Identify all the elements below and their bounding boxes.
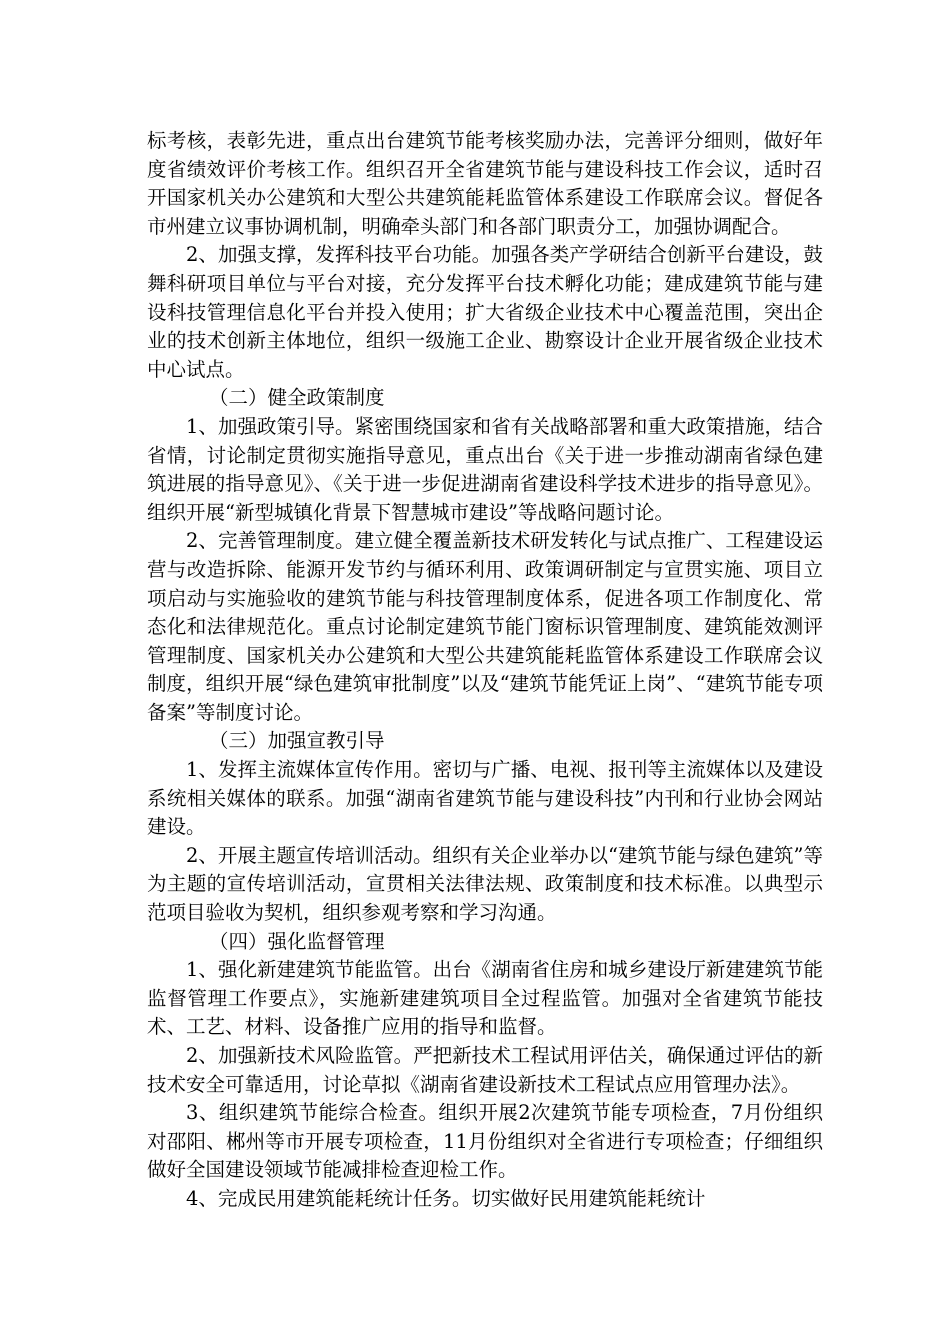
paragraph-policy-guidance: 1、加强政策引导。紧密围绕国家和省有关战略部署和重大政策措施，结合省情，讨论制定贯彻实施指导意见，重点出台《关于进一步推动湖南省绿色建筑进展的指导意见》、《关于进一步促进湖南省建设科学技术进步的指导意见》。组织开展“新型城镇化背景下智慧城市建设”等战略问题讨论。 bbox=[147, 414, 823, 524]
paragraph-energy-statistics: 4、完成民用建筑能耗统计任务。切实做好民用建筑能耗统计 bbox=[186, 1186, 706, 1210]
paragraph-new-building-supervision: 1、强化新建建筑节能监管。出台《湖南省住房和城乡建设厅新建建筑节能监督管理工作要点》，实施新建建筑项目全过程监管。加强对全省建筑节能技术、工艺、材料、设备推广应用的指导和监督。 bbox=[147, 958, 823, 1039]
document-body bbox=[147, 127, 823, 1214]
section-heading-publicity: （三）加强宣教引导 bbox=[209, 729, 385, 753]
paragraph-technology-risk: 2、加强新技术风险监管。严把新技术工程试用评估关，确保通过评估的新技术安全可靠适用，讨论草拟《湖南省建设新技术工程试点应用管理办法》。 bbox=[147, 1044, 823, 1096]
paragraph-platform-support: 2、加强支撑，发挥科技平台功能。加强各类产学研结合创新平台建设，鼓舞科研项目单位与平台对接，充分发挥平台技术孵化功能；建成建筑节能与建设科技管理信息化平台并投入使用；扩大省级企业技术中心覆盖范围，突出企业的技术创新主体地位，组织一级施工企业、勘察设计企业开展省级企业技术中心试点。 bbox=[147, 243, 823, 381]
paragraph-media-publicity: 1、发挥主流媒体宣传作用。密切与广播、电视、报刊等主流媒体以及建设系统相关媒体的联系。加强“湖南省建筑节能与建设科技”内刊和行业协会网站建设。 bbox=[147, 758, 823, 839]
paragraph-comprehensive-inspection: 3、组织建筑节能综合检查。组织开展2次建筑节能专项检查，7月份组织对邵阳、郴州等市开展专项检查，11月份组织对全省进行专项检查；仔细组织做好全国建设领域节能减排检查迎检工作。 bbox=[147, 1101, 823, 1182]
section-heading-supervision: （四）强化监督管理 bbox=[209, 929, 385, 953]
paragraph-theme-training: 2、开展主题宣传培训活动。组织有关企业举办以“建筑节能与绿色建筑”等为主题的宣传培训活动，宣贯相关法律法规、政策制度和技术标准。以典型示范项目验收为契机，组织参观考察和学习沟通。 bbox=[147, 843, 823, 925]
paragraph-management-system: 2、完善管理制度。建立健全覆盖新技术研发转化与试点推广、工程建设运营与改造拆除、能源开发节约与循环利用、政策调研制定与宣贯实施、项目立项启动与实施验收的建筑节能与科技管理制度体系，促进各项工作制度化、常态化和法律规范化。重点讨论制定建筑节能门窗标识管理制度、建筑能效测评管理制度、国家机关办公建筑和大型公共建筑能耗监管体系建设工作联席会议制度，组织开展“绿色建筑审批制度”以及“建筑节能凭证上岗”、“建筑节能专项备案”等制度讨论。 bbox=[147, 529, 823, 724]
section-heading-policy: （二）健全政策制度 bbox=[209, 386, 385, 410]
paragraph-continuation: 标考核，表彰先进，重点出台建筑节能考核奖励办法，完善评分细则，做好年度省绩效评价考核工作。组织召开全省建筑节能与建设科技工作会议，适时召开国家机关办公建筑和大型公共建筑能耗监管体系建设工作联席会议。督促各市州建立议事协调机制，明确牵头部门和各部门职责分工，加强协调配合。 bbox=[147, 129, 823, 238]
